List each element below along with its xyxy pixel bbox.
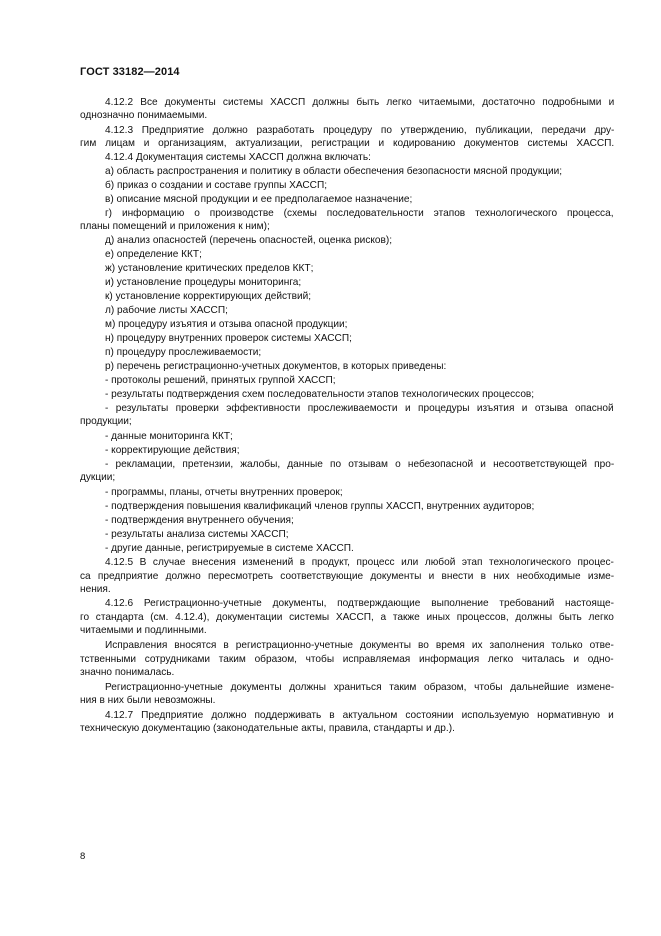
text-line: го стандарта (см. 4.12.4), документации системы ХАССП, а также иных процессов, должны быть легко: [80, 612, 614, 623]
text-line: нения.: [80, 584, 111, 595]
text-line: - программы, планы, отчеты внутренних проверок;: [105, 487, 343, 498]
text-line: 4.12.5 В случае внесения изменений в продукт, процесс или любой этап технологического процес-: [105, 557, 614, 568]
text-line: 4.12.4 Документация системы ХАССП должна включать:: [105, 152, 371, 163]
text-line: п) процедуру прослеживаемости;: [105, 347, 262, 358]
text-line: е) определение ККТ;: [105, 249, 202, 260]
text-line: ния в них были невозможны.: [80, 695, 216, 706]
text-line: н) процедуру внутренних проверок системы ХАССП;: [105, 333, 352, 344]
text-line: - результаты проверки эффективности прослеживаемости и процедуры изъятия и отзыва опасной: [105, 403, 614, 414]
text-line: значно понималась.: [80, 667, 175, 678]
text-line: 4.12.3 Предприятие должно разработать процедуру по утверждению, публикации, передачи дру-: [105, 125, 615, 136]
text-line: са предприятие должно пересмотреть соответствующие документы и внести в них необходимые изме-: [80, 571, 615, 582]
text-line: гим лицам и организациям, актуализации, регистрации и кодированию документов системы ХАССП.: [80, 138, 615, 149]
text-line: - результаты подтверждения схем последовательности этапов технологических процессов;: [105, 389, 535, 400]
text-line: тственными сотрудниками таким образом, чтобы исправляемая информация легко читалась и одно-: [80, 654, 614, 665]
document-header: ГОСТ 33182—2014: [80, 66, 180, 78]
text-line: - результаты анализа системы ХАССП;: [105, 529, 289, 540]
text-line: Регистрационно-учетные документы должны храниться таким образом, чтобы дальнейшие измене-: [105, 682, 615, 693]
text-line: - подтверждения повышения квалификаций членов группы ХАССП, внутренних аудиторов;: [105, 501, 535, 512]
text-line: д) анализ опасностей (перечень опасностей, оценка рисков);: [105, 235, 393, 246]
text-line: 4.12.7 Предприятие должно поддерживать в актуальном состоянии используемую нормативную и: [105, 710, 614, 721]
text-line: 4.12.2 Все документы системы ХАССП должны быть легко читаемыми, достаточно подробными и: [105, 97, 615, 108]
text-line: л) рабочие листы ХАССП;: [105, 305, 228, 316]
text-line: планы помещений и приложения к ним);: [80, 221, 270, 232]
text-line: Исправления вносятся в регистрационно-учетные документы во время их заполнения только отве-: [105, 640, 614, 651]
text-line: - другие данные, регистрируемые в системе ХАССП.: [105, 543, 354, 554]
text-line: дукции;: [80, 472, 116, 483]
text-line: - протоколы решений, принятых группой ХАССП;: [105, 375, 336, 386]
text-line: м) процедуру изъятия и отзыва опасной продукции;: [105, 319, 348, 330]
text-line: б) приказ о создании и составе группы ХАССП;: [105, 180, 328, 191]
text-line: читаемыми и подлинными.: [80, 625, 207, 636]
text-line: к) установление корректирующих действий;: [105, 291, 312, 302]
text-line: техническую документацию (законодательные акты, правила, стандарты и др.).: [80, 723, 455, 734]
text-line: и) установление процедуры мониторинга;: [105, 277, 302, 288]
text-line: - рекламации, претензии, жалобы, данные по отзывам о небезопасной и несоответствующей про-: [105, 459, 615, 470]
page-number: 8: [80, 851, 86, 862]
text-line: продукции;: [80, 416, 132, 427]
text-line: - подтверждения внутреннего обучения;: [105, 515, 294, 526]
text-line: - корректирующие действия;: [105, 445, 240, 456]
text-line: в) описание мясной продукции и ее предполагаемое назначение;: [105, 194, 413, 205]
text-line: ж) установление критических пределов ККТ;: [105, 263, 314, 274]
text-line: однозначно понимаемыми.: [80, 110, 208, 121]
text-line: - данные мониторинга ККТ;: [105, 431, 233, 442]
text-line: 4.12.6 Регистрационно-учетные документы, подтверждающие выполнение требований настояще-: [105, 598, 615, 609]
text-line: г) информацию о производстве (схемы последовательности этапов технологического процесса,: [105, 208, 614, 219]
text-line: а) область распространения и политику в области обеспечения безопасности мясной продукции;: [105, 166, 563, 177]
text-line: р) перечень регистрационно-учетных документов, в которых приведены:: [105, 361, 447, 372]
